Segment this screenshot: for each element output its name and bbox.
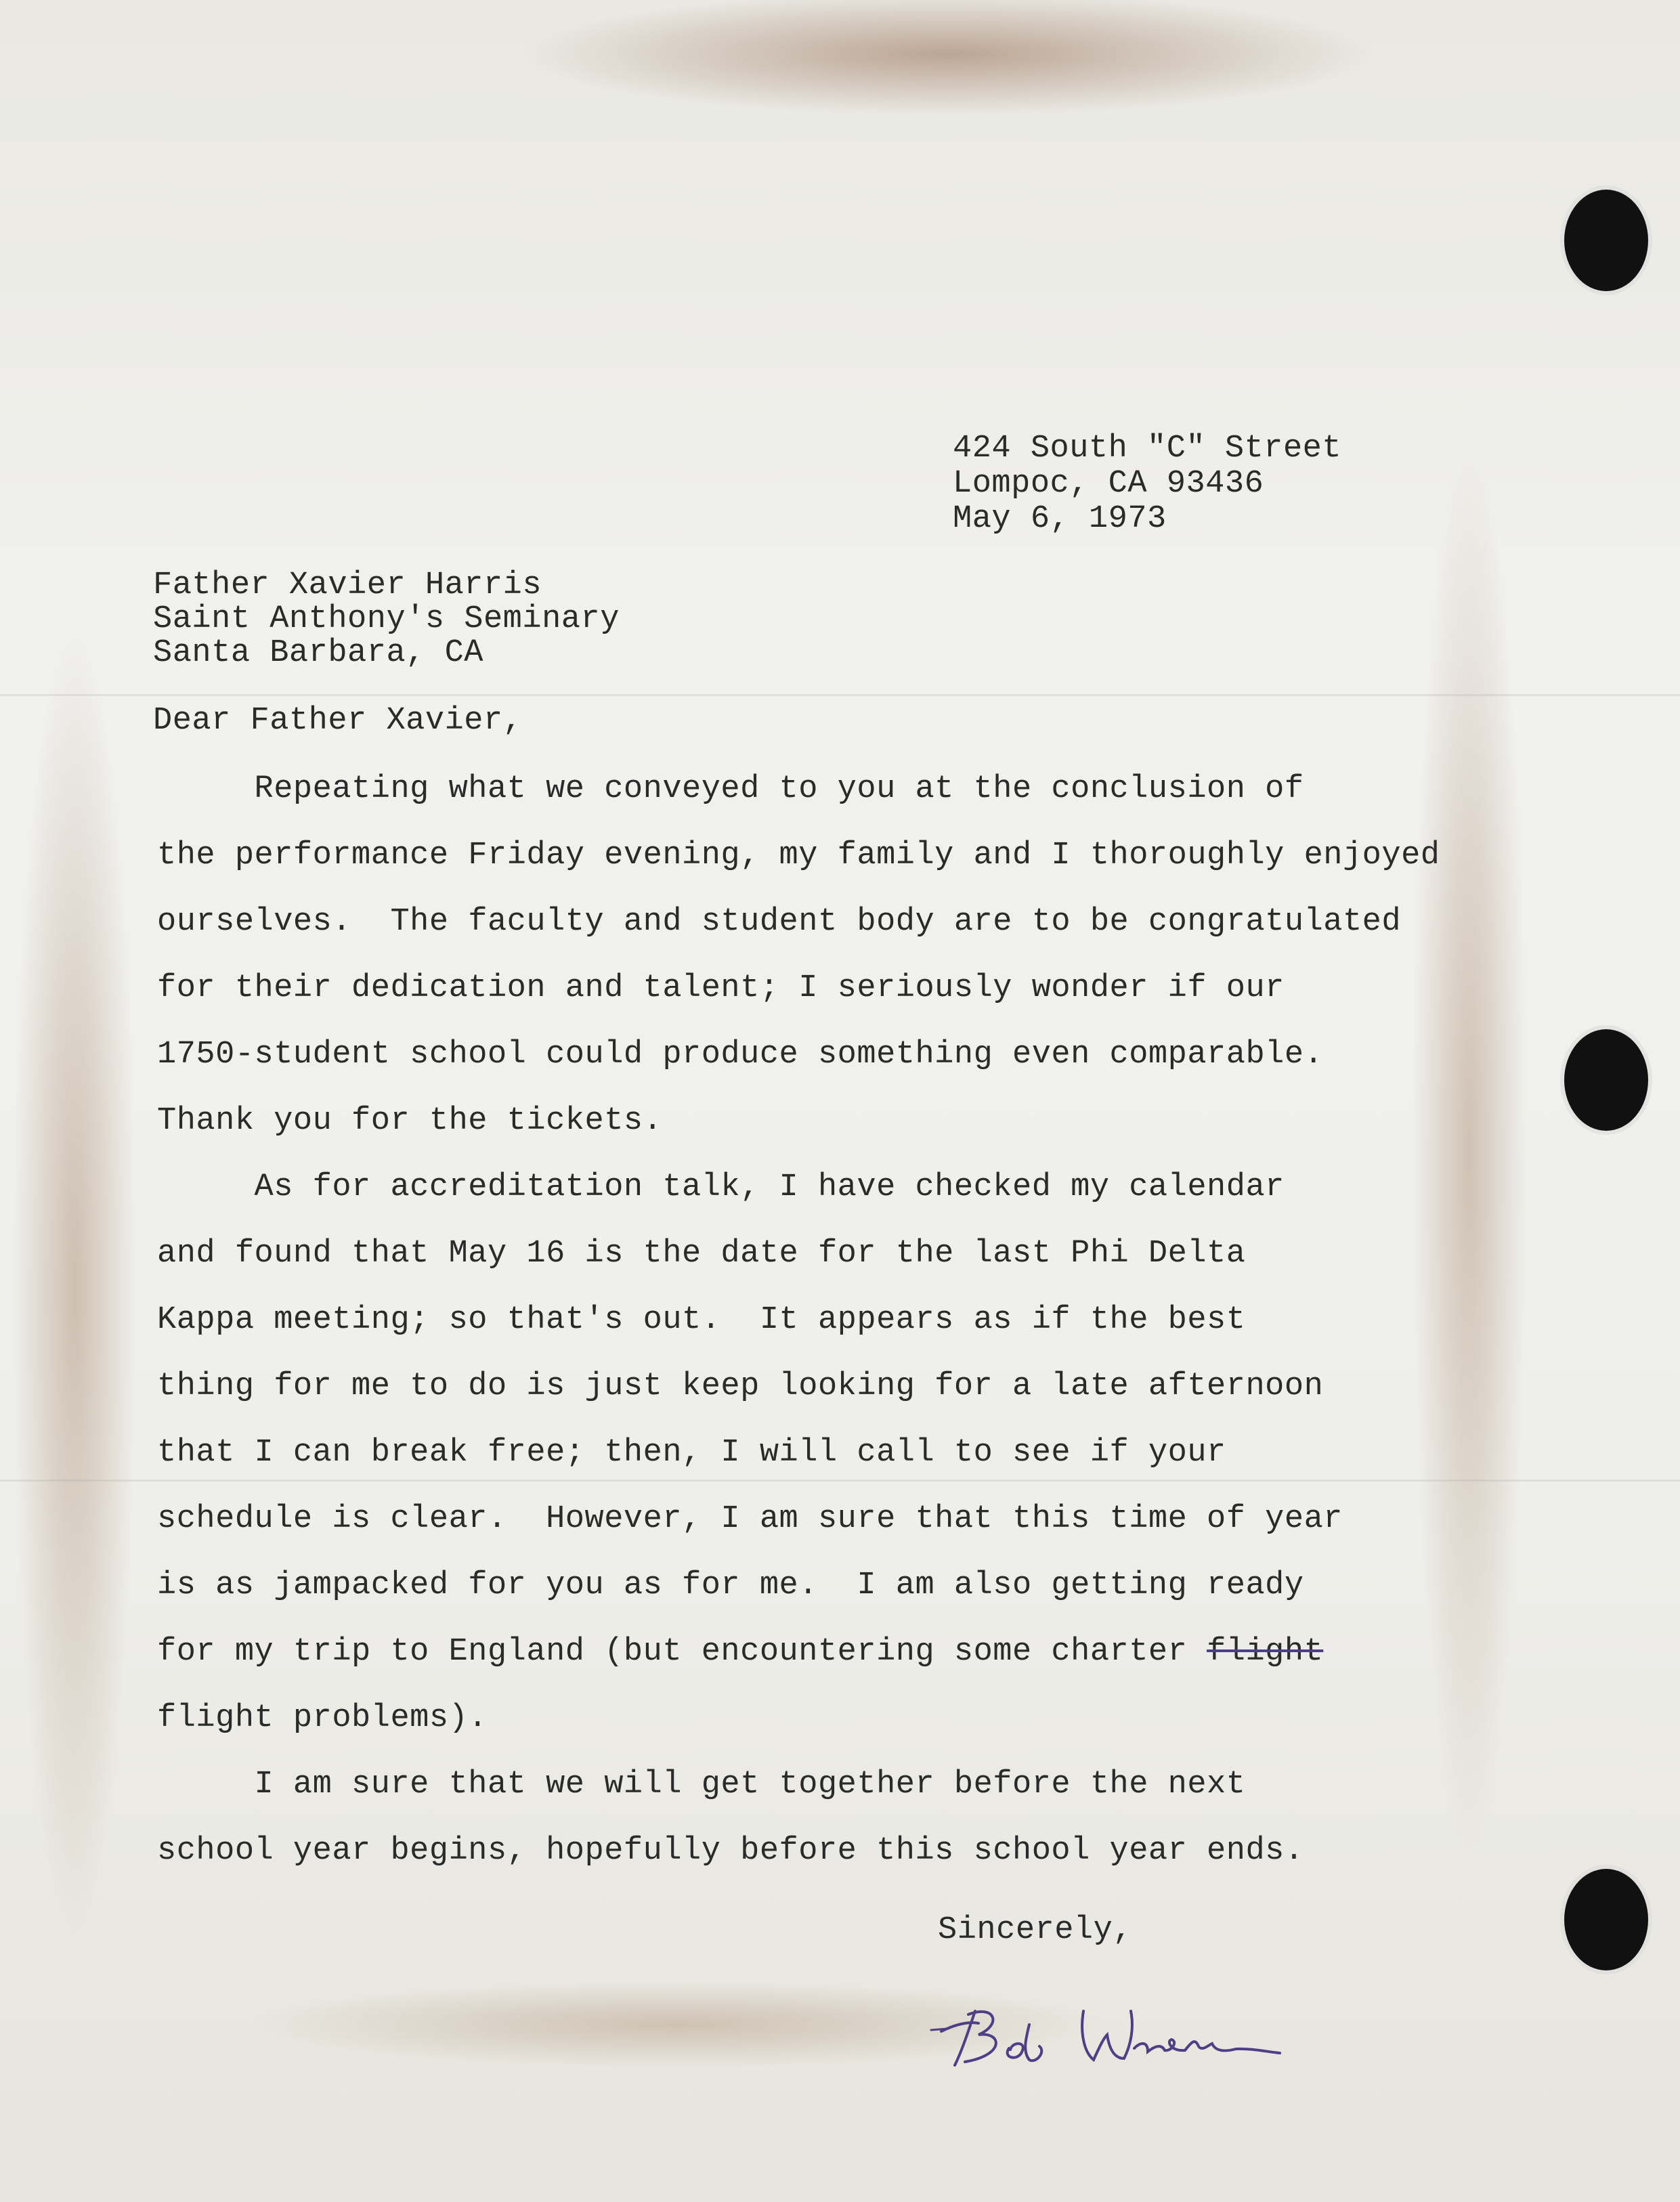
letter-date: May 6, 1973: [953, 501, 1167, 537]
body-line: the performance Friday evening, my family and I thoroughly enjoyed: [157, 838, 1440, 873]
body-line: I am sure that we will get together before the next: [157, 1767, 1246, 1802]
body-line: that I can break free; then, I will call to see if your: [157, 1435, 1226, 1471]
body-line: Thank you for the tickets.: [157, 1103, 663, 1139]
recipient-institution: Saint Anthony's Seminary: [153, 601, 620, 637]
body-line: Kappa meeting; so that's out. It appears as if the best: [157, 1302, 1246, 1338]
salutation: Dear Father Xavier,: [153, 703, 523, 739]
recipient-name: Father Xavier Harris: [153, 567, 542, 603]
body-line: 1750-student school could produce something even comparable.: [157, 1037, 1324, 1073]
body-line: flight problems).: [157, 1700, 488, 1736]
body-line: As for accreditation talk, I have checked my calendar: [157, 1169, 1285, 1205]
punch-hole: [1564, 1029, 1648, 1131]
body-line: schedule is clear. However, I am sure that this time of year: [157, 1501, 1343, 1537]
recipient-city: Santa Barbara, CA: [153, 635, 483, 671]
body-line: is as jampacked for you as for me. I am also getting ready: [157, 1568, 1304, 1603]
body-line-text: for my trip to England (but encountering some charter: [157, 1634, 1207, 1670]
body-line: and found that May 16 is the date for the last Phi Delta: [157, 1236, 1246, 1272]
punch-hole: [1564, 190, 1648, 291]
body-line: thing for me to do is just keep looking for a late afternoon: [157, 1368, 1324, 1404]
body-line: ourselves. The faculty and student body are to be congratulated: [157, 904, 1402, 940]
return-address-street: 424 South "C" Street: [953, 431, 1342, 467]
closing: Sincerely,: [938, 1912, 1133, 1948]
struck-out-word: flight: [1207, 1634, 1324, 1670]
fold-crease: [0, 694, 1680, 696]
body-line: for their dedication and talent; I seriously wonder if our: [157, 970, 1285, 1006]
body-line: school year begins, hopefully before this school year ends.: [157, 1833, 1304, 1869]
body-line: Repeating what we conveyed to you at the conclusion of: [157, 771, 1304, 807]
handwritten-signature: [928, 1984, 1293, 2079]
body-line-with-correction: [157, 1619, 1323, 1685]
punch-hole: [1564, 1869, 1648, 1970]
return-address-city: Lompoc, CA 93436: [953, 466, 1264, 502]
